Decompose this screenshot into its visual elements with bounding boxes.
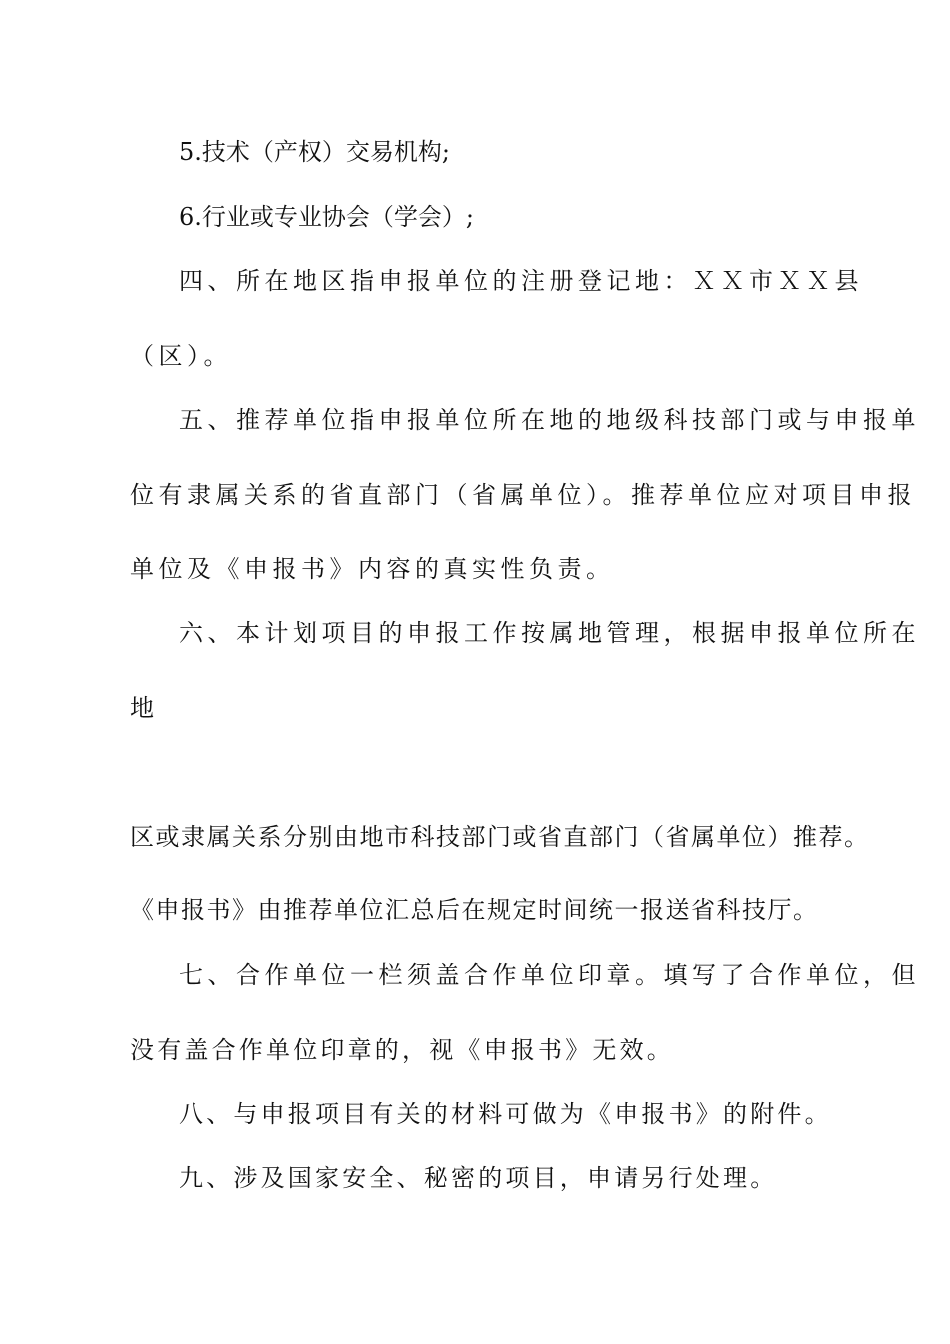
paragraph-line: 区或隶属关系分别由地市科技部门或省直部门（省属单位）推荐。 (130, 823, 870, 851)
paragraph-line: 七、合作单位一栏须盖合作单位印章。填写了合作单位，但 (179, 961, 920, 989)
paragraph-line: 位有隶属关系的省直部门（省属单位）。推荐单位应对项目申报 (130, 481, 916, 509)
paragraph-line: 八、与申报项目有关的材料可做为《申报书》的附件。 (179, 1100, 832, 1128)
paragraph-line: 六、本计划项目的申报工作按属地管理，根据申报单位所在 (179, 619, 920, 647)
paragraph-line: 《申报书》由推荐单位汇总后在规定时间统一报送省科技厅。 (130, 896, 819, 924)
paragraph-line: 单位及《申报书》内容的真实性负责。 (130, 555, 615, 583)
paragraph-line: 地 (130, 694, 154, 722)
paragraph-line: 5.技术（产权）交易机构; (179, 138, 450, 166)
paragraph-line: 五、推荐单位指申报单位所在地的地级科技部门或与申报单 (179, 406, 920, 434)
paragraph-line: （区）。 (130, 342, 232, 370)
paragraph-line: 没有盖合作单位印章的，视《申报书》无效。 (130, 1036, 674, 1064)
paragraph-line: 6.行业或专业协会（学会）; (179, 203, 474, 231)
paragraph-line: 四、所在地区指申报单位的注册登记地：ＸＸ市ＸＸ县 (179, 267, 863, 295)
paragraph-line: 九、涉及国家安全、秘密的项目，申请另行处理。 (179, 1164, 778, 1192)
